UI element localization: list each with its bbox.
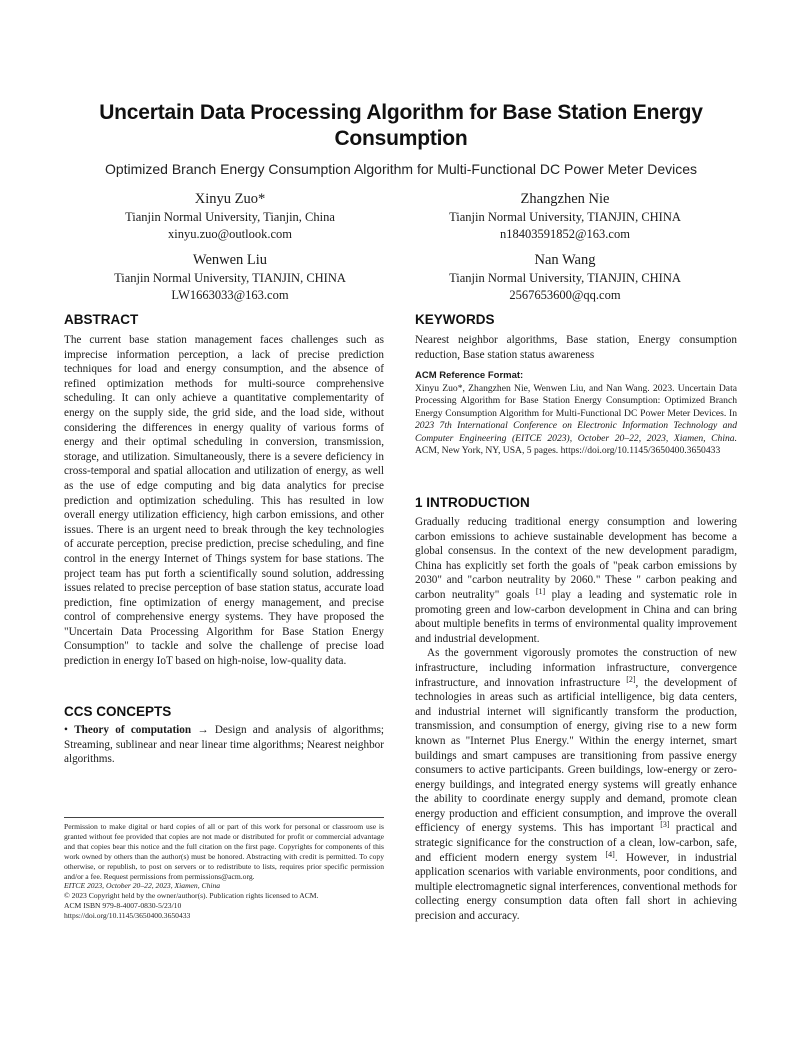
abstract-heading: ABSTRACT — [64, 312, 139, 327]
abstract-text: The current base station management faces challenges such as imprecise information perception, a lack of precise prediction techniques for load and energy consumption, and the absence of refined optimization methods for multi-source comprehensive scheduling. It can only achieve a quantitative complementarity of energy on the supply side, the grid side, and the load side, without considering the differences in energy quality of various forms of energy and their optimal scheduling in conversion, transmission, storage, and utilization. Simultaneously, there is a severe deficiency in cross-temporal and spatial allocation and utilization of energy, as well as the use of edge computing and big data analytics for precise prediction and optimization scheduling. This has resulted in low overall energy utilization efficiency, high carbon emissions, and other issues. There is an urgent need to break through the key technologies of accurate perception, precise prediction, precise scheduling, and fine control in the energy Internet of Things system for base stations. The project team has put forth a scientifically sound solution, addressing issues related to precise perception of base station status, accurate load prediction, fine optimization of energy management, and precise control of comprehensive energy systems. They have proposed the "Uncertain Data Processing Algorithm for Base Station Energy Consumption" to tackle and solve the challenge of precise load prediction in energy IoT based on high-noise, low-quality data. — [64, 334, 384, 668]
intro-text-run: As the government vigorously promotes the construction of new infrastructure, including information infrastructure, convergence infrastructure, and innovation infrastructure — [415, 647, 737, 689]
paper-title: Uncertain Data Processing Algorithm for Base Station Energy Consumption — [99, 101, 703, 150]
permission-notice: Permission to make digital or hard copies of all or part of this work for personal or classroom use is granted without fee provided that copies are not made or distributed for profit or commercial advantage and that copies bear this notice and the full citation on the first page. Copyrights for components of this work owned by others than the author(s) must be honored. Abstracting with credit is permitted. To copy otherwise, or republish, to post on servers or to redistribute to lists, requires prior specific permission and/or a fee. Request permissions from permissions@acm.org. — [64, 822, 384, 881]
intro-text-run: practical and strategic significance for the construction of a clean, low-carbon, safe, and efficient modern energy system — [415, 822, 737, 864]
ccs-heading: CCS CONCEPTS — [64, 704, 172, 719]
reference-venue: 2023 7th International Conference on Electronic Information Technology and Computer Engineering (EITCE 2023), October 20–22, 2023, Xiamen, China. — [415, 420, 737, 444]
author-email: n18403591852@163.com — [500, 226, 630, 241]
reference-tail: ACM, New York, NY, USA, 5 pages. https://doi.org/10.1145/3650400.3650433 — [415, 445, 721, 457]
author-block — [410, 190, 720, 242]
isbn-line: ACM ISBN 979-8-4007-0830-5/23/10 — [64, 901, 182, 911]
author-email: xinyu.zuo@outlook.com — [168, 226, 292, 241]
author-name: Wenwen Liu — [192, 252, 268, 268]
author-block — [410, 251, 720, 303]
ccs-concept: Theory of computation — [74, 724, 192, 736]
citation: [3] — [660, 820, 670, 830]
ccs-text — [64, 723, 384, 767]
author-affiliation: Tianjin Normal University, TIANJIN, CHINA — [449, 210, 681, 224]
ccs-concept-list: Design and analysis of algorithms; Streaming, sublinear and near linear time algorithms; Nearest neighbor algorithms. — [64, 724, 385, 766]
reference-authors: Xinyu Zuo*, Zhangzhen Nie, Wenwen Liu, and Nan Wang. 2023. Uncertain Data Processing Algorithm for Base Station Energy Consumption: Optimized Branch Energy Consumption Algorithm for Multi-Functional DC Power Meter Devices. In — [415, 383, 737, 419]
author-email: 2567653600@qq.com — [509, 287, 621, 302]
conference-line — [64, 881, 384, 891]
keywords-heading: KEYWORDS — [415, 312, 495, 327]
footnote-rule — [64, 817, 384, 818]
ccs-bullet: • — [64, 724, 68, 736]
keywords-text: Nearest neighbor algorithms, Base station, Energy consumption reduction, Base station status awareness — [415, 334, 737, 361]
intro-text-run: . However, in industrial application scenarios with variable environments, poor conditions, and multiple electromagnetic signal interferences, conventional methods for collecting energy consumption data often fall short in achieving precision and accuracy. — [415, 851, 737, 923]
doi-line: https://doi.org/10.1145/3650400.3650433 — [64, 911, 191, 921]
reference-format-text — [415, 383, 737, 457]
citation: [2] — [626, 674, 636, 684]
author-name: Zhangzhen Nie — [520, 191, 610, 207]
copyright-line: © 2023 Copyright held by the owner/author(s). Publication rights licensed to ACM. — [64, 891, 319, 901]
intro-text-run: , the development of technologies in areas such as artificial intelligence, big data centers, and industrial internet will significantly transform the production, transmission, and consumption of energy, giving rise to a new form known as "Internet Plus Energy." Within the energy internet, smart buildings and smart campuses are transitioning from passive energy consumers to active participants. Green buildings, low-energy or zero-energy buildings, and integrated energy systems will greatly enhance the ability to coordinate energy supply and demand, promote clean energy production and efficient consumption, and improve the overall efficiency of energy systems. This has important — [415, 676, 737, 835]
paper-subtitle: Optimized Branch Energy Consumption Algorithm for Multi-Functional DC Power Meter Devices — [104, 161, 698, 177]
author-email: LW1663033@163.com — [171, 287, 289, 302]
intro-paragraph — [415, 515, 737, 646]
reference-format-heading: ACM Reference Format: — [415, 370, 524, 381]
author-name: Xinyu Zuo* — [194, 191, 266, 207]
intro-paragraph — [415, 646, 737, 923]
citation: [1] — [535, 586, 546, 596]
author-affiliation: Tianjin Normal University, TIANJIN, CHINA — [114, 271, 346, 285]
footnote — [64, 822, 384, 921]
author-affiliation: Tianjin Normal University, TIANJIN, CHINA — [449, 271, 681, 285]
author-block — [80, 251, 380, 303]
ccs-arrow: → — [197, 724, 209, 736]
author-affiliation: Tianjin Normal University, Tianjin, China — [125, 210, 335, 224]
conference-name: EITCE 2023, October 20–22, 2023, Xiamen, China — [64, 881, 221, 891]
introduction-body — [415, 515, 737, 924]
intro-text-run: play a leading and systematic role in promoting green and low-carbon development in China and can bring about multiple benefits in terms of environmental quality improvement and industrial development. — [415, 588, 737, 645]
intro-text-run: Gradually reducing traditional energy consumption and lowering carbon emissions to achieve sustainable development has become a global consensus. In the context of the new development paradigm, China has explicitly set forth the goals of "peak carbon emissions by 2030" and "carbon neutrality by 2060." These " carbon peaking and carbon neutrality" goals — [415, 516, 737, 601]
author-name: Nan Wang — [534, 252, 596, 268]
author-block — [80, 190, 380, 242]
citation: [4] — [605, 849, 615, 859]
introduction-heading: 1 INTRODUCTION — [415, 495, 530, 510]
